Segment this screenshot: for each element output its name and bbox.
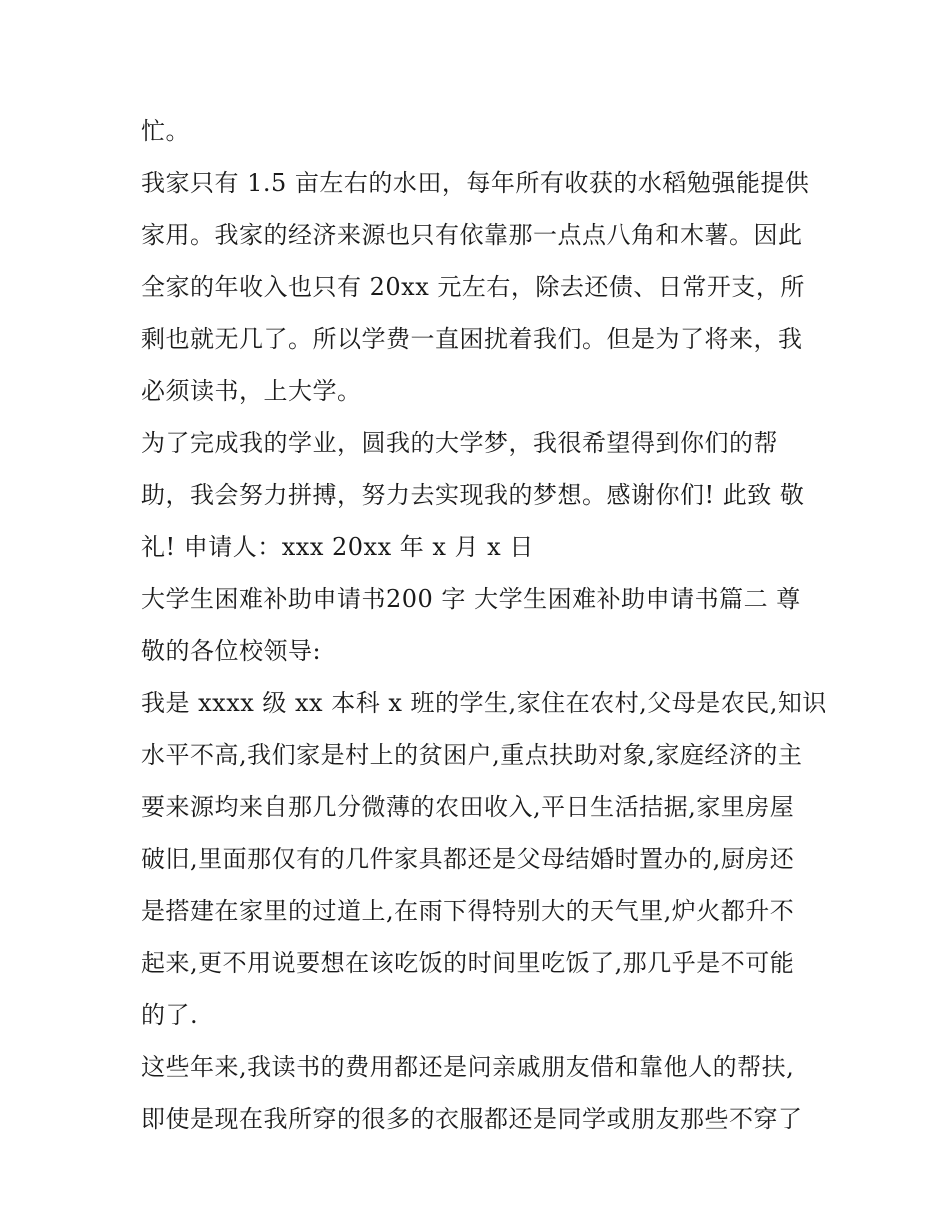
text-line: 家用。我家的经济来源也只有依靠那一点点八角和木薯。因此 bbox=[141, 221, 803, 249]
text-line: 起来,更不用说要想在该吃饭的时间里吃饭了,那几乎是不可能 bbox=[141, 949, 795, 977]
text-line: 水平不高,我们家是村上的贫困户,重点扶助对象,家庭经济的主 bbox=[141, 741, 803, 769]
text-line: 的了. bbox=[141, 1001, 199, 1029]
text-line: 破旧,里面那仅有的几件家具都还是父母结婚时置办的,厨房还 bbox=[141, 845, 795, 873]
text-line: 必须读书，上大学。 bbox=[141, 377, 362, 405]
text-line: 即使是现在我所穿的很多的衣服都还是同学或朋友那些不穿了 bbox=[141, 1105, 803, 1133]
text-line: 为了完成我的学业，圆我的大学梦，我很希望得到你们的帮 bbox=[141, 429, 778, 457]
section-heading-line: 大学生困难补助申请书200 字 大学生困难补助申请书篇二 尊 bbox=[141, 585, 801, 613]
text-line: 礼! 申请人：xxx 20xx 年 x 月 x 日 bbox=[141, 533, 534, 561]
text-line: 这些年来,我读书的费用都还是问亲戚朋友借和靠他人的帮扶, bbox=[141, 1053, 795, 1081]
text-line: 剩也就无几了。所以学费一直困扰着我们。但是为了将来，我 bbox=[141, 325, 803, 353]
text-line: 忙。 bbox=[141, 117, 190, 145]
document-body bbox=[141, 105, 827, 1145]
text-line: 我家只有 1.5 亩左右的水田，每年所有收获的水稻勉强能提供 bbox=[141, 169, 810, 197]
text-line: 我是 xxxx 级 xx 本科 x 班的学生,家住在农村,父母是农民,知识 bbox=[141, 689, 827, 717]
text-line: 是搭建在家里的过道上,在雨下得特别大的天气里,炉火都升不 bbox=[141, 897, 795, 925]
text-line: 全家的年收入也只有 20xx 元左右，除去还债、日常开支，所 bbox=[141, 273, 805, 301]
salutation-line: 敬的各位校领导: bbox=[141, 637, 322, 665]
text-line: 助，我会努力拼搏，努力去实现我的梦想。感谢你们! 此致 敬 bbox=[141, 481, 805, 509]
text-line: 要来源均来自那几分微薄的农田收入,平日生活拮据,家里房屋 bbox=[141, 793, 795, 821]
